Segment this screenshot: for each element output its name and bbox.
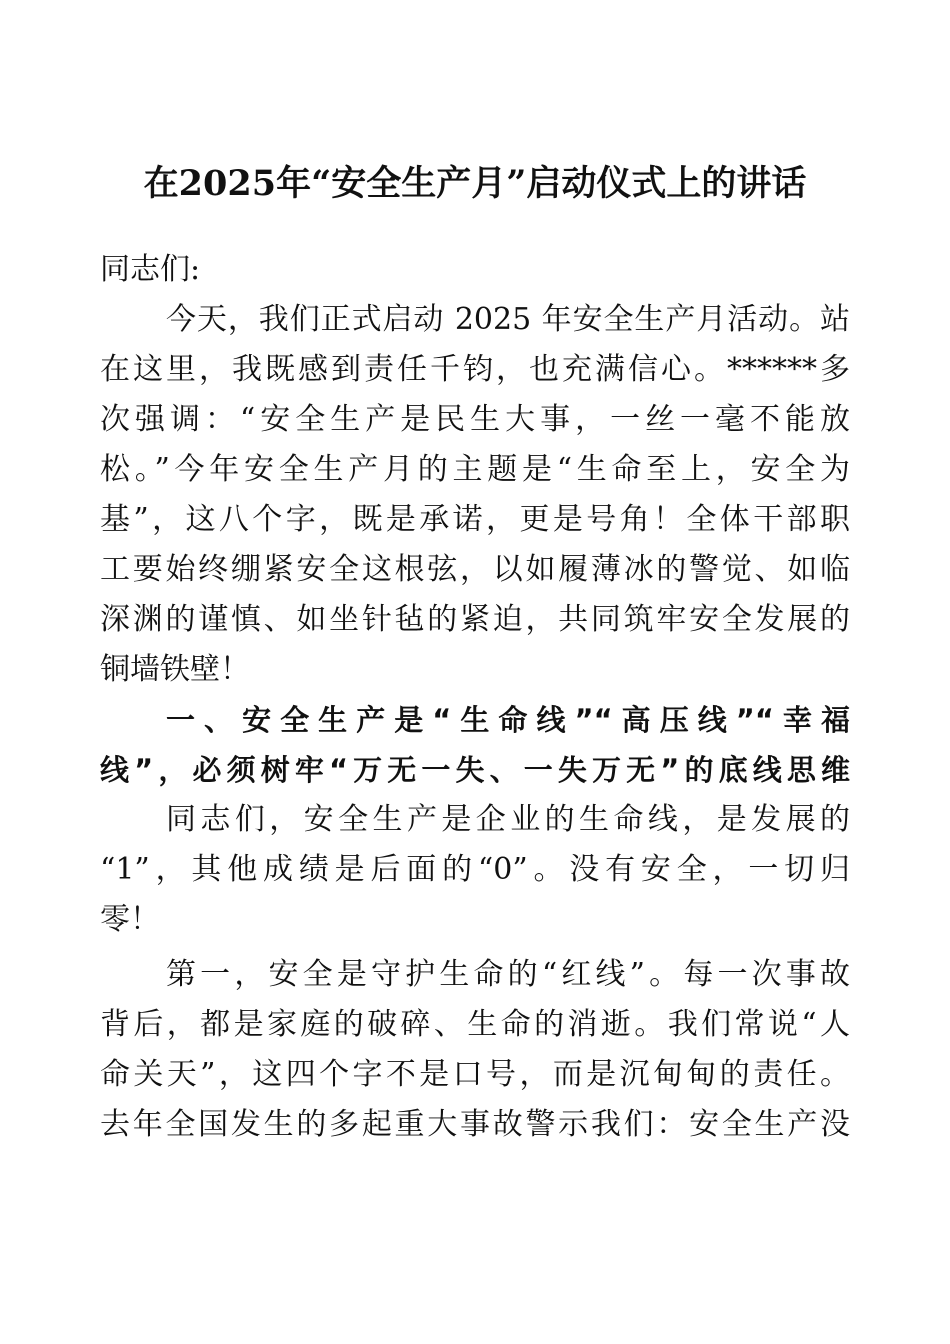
paragraph-line: 去年全国发生的多起重大事故警示我们：安全生产没 [100,1107,850,1142]
salutation: 同志们: [100,252,201,287]
paragraph-line: 第一，安全是守护生命的“红线”。每一次事故 [166,957,850,992]
document-body [100,245,850,1150]
section-heading-line: 一、安全生产是“生命线”“高压线”“幸福 [166,703,850,737]
section-heading-line: 线”，必须树牢“万无一失、一失万无”的底线思维 [100,753,850,787]
paragraph-line: 背后，都是家庭的破碎、生命的消逝。我们常说“人 [100,1007,850,1042]
paragraph-line: 基”，这八个字，既是承诺，更是号角！全体干部职 [100,502,850,537]
paragraph-line: 铜墙铁壁！ [100,652,250,687]
paragraph-line: 零！ [100,902,160,937]
paragraph-line: 命关天”，这四个字不是口号，而是沉甸甸的责任。 [100,1057,850,1092]
paragraph-line: 在这里，我既感到责任千钧，也充满信心。******多 [100,352,850,387]
paragraph-line: 工要始终绷紧安全这根弦，以如履薄冰的警觉、如临 [100,552,850,587]
paragraph-line: 今天，我们正式启动 2025 年安全生产月活动。站 [166,302,850,337]
paragraph-line: 深渊的谨慎、如坐针毡的紧迫，共同筑牢安全发展的 [100,602,850,637]
paragraph-line: 松。”今年安全生产月的主题是“生命至上，安全为 [100,452,850,487]
document-title: 在2025年“安全生产月”启动仪式上的讲话 [143,163,807,204]
paragraph-line: 同志们，安全生产是企业的生命线，是发展的 [166,802,850,837]
paragraph-line: 次强调：“安全生产是民生大事，一丝一毫不能放 [100,402,850,437]
paragraph-line: “1”，其他成绩是后面的“0”。没有安全，一切归 [100,852,850,887]
